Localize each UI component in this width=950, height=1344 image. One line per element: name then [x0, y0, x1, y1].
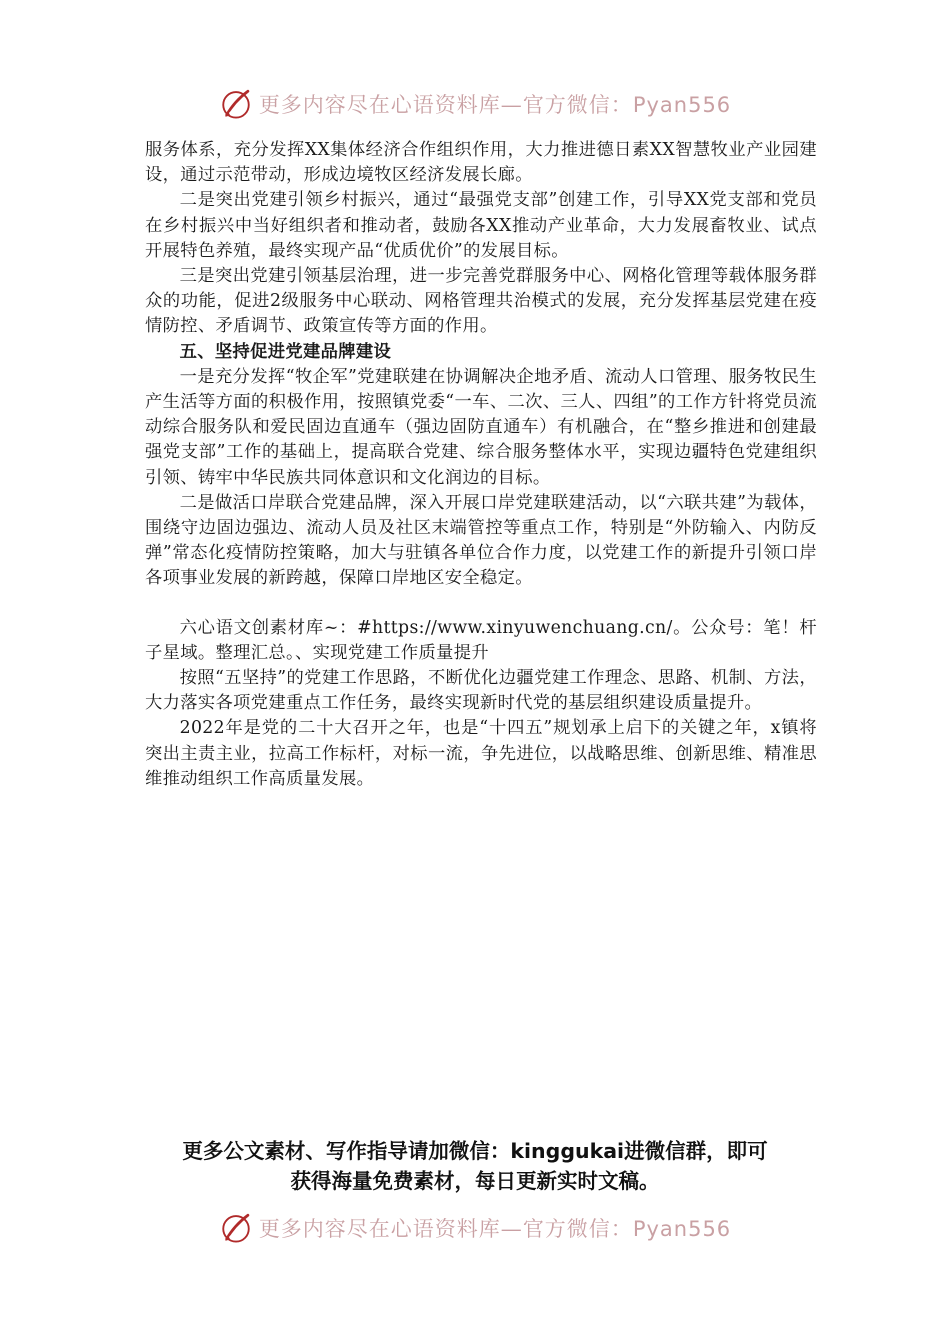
header-banner-inner: [219, 87, 731, 121]
paragraph: 六心语文创素材库~：#https://www.xinyuwenchuang.cn/。公众号：笔！杆子星域。整理汇总。、实现党建工作质量提升: [145, 617, 817, 663]
footer-banner: [0, 1208, 950, 1248]
footer-banner-inner: [219, 1211, 731, 1245]
promo-block: [130, 1136, 820, 1196]
footer-wechat-label: 官方微信：: [522, 1217, 633, 1241]
header-wechat-id: Pyan556: [632, 93, 732, 117]
promo-line: 获得海量免费素材，每日更新实时文稿。: [290, 1169, 660, 1193]
pen-logo-icon: [219, 1211, 253, 1245]
footer-wechat-id: Pyan556: [632, 1217, 732, 1241]
header-banner-text: [259, 89, 731, 119]
paragraph: 二是突出党建引领乡村振兴，通过“最强党支部”创建工作，引导XX党支部和党员在乡村振兴中当好组织者和推动者，鼓励各XX推动产业革命，大力发展畜牧业、试点开展特色养殖，最终实现产品“优质优价”的发展目标。: [145, 190, 817, 261]
promo-line: 更多公文素材、写作指导请加微信：kinggukai进微信群，即可: [182, 1139, 768, 1163]
header-banner: [0, 84, 950, 124]
footer-brand-text: 更多内容尽在心语资料库—: [258, 1217, 523, 1241]
paragraph: 三是突出党建引领基层治理，进一步完善党群服务中心、网格化管理等载体服务群众的功能，促进2级服务中心联动、网格管理共治模式的发展，充分发挥基层党建在疫情防控、矛盾调节、政策宣传等方面的作用。: [145, 266, 817, 337]
footer-banner-text: [259, 1213, 731, 1243]
header-wechat-label: 官方微信：: [522, 93, 633, 117]
header-brand-text: 更多内容尽在心语资料库—: [258, 93, 523, 117]
paragraph: 2022年是党的二十大召开之年，也是“十四五”规划承上启下的关键之年，x镇将突出主责主业，拉高工作标杆，对标一流，争先进位，以战略思维、创新思维、精准思维推动组织工作高质量发展。: [145, 718, 817, 789]
section-heading: 五、坚持促进党建品牌建设: [179, 341, 392, 362]
paragraph: 按照“五坚持”的党建工作思路，不断优化边疆党建工作理念、思路、机制、方法，大力落实各项党建重点工作任务，最终实现新时代党的基层组织建设质量提升。: [145, 668, 817, 714]
document-body: [145, 138, 817, 792]
paragraph: 二是做活口岸联合党建品牌，深入开展口岸党建联建活动，以“六联共建”为载体，围绕守边固边强边、流动人员及社区末端管控等重点工作，特别是“外防输入、内防反弹”常态化疫情防控策略，加大与驻镇各单位合作力度，以党建工作的新提升引领口岸各项事业发展的新跨越，保障口岸地区安全稳定。: [145, 492, 817, 589]
pen-logo-icon: [219, 87, 253, 121]
paragraph: 一是充分发挥“牧企军”党建联建在协调解决企地矛盾、流动人口管理、服务牧民生产生活等方面的积极作用，按照镇党委“一车、二次、三人、四组”的工作方针将党员流动综合服务队和爱民固边直通车（强边固防直通车）有机融合，在“整乡推进和创建最强党支部”工作的基础上，提高联合党建、综合服务整体水平，实现边疆特色党建组织引领、铸牢中华民族共同体意识和文化润边的目标。: [145, 366, 817, 488]
paragraph: 服务体系，充分发挥XX集体经济合作组织作用，大力推进德日素XX智慧牧业产业园建设，通过示范带动，形成边境牧区经济发展长廊。: [145, 140, 817, 186]
